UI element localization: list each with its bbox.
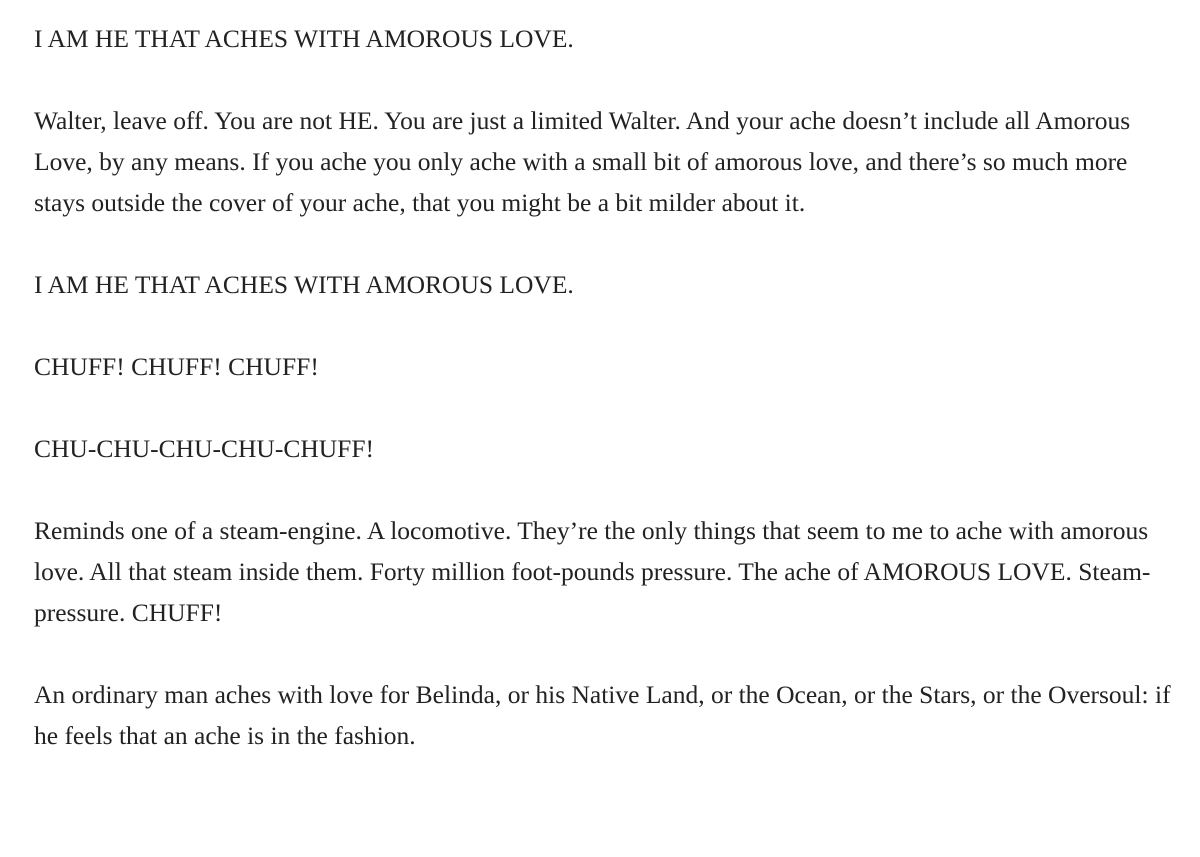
paragraph-1: I AM HE THAT ACHES WITH AMOROUS LOVE. (34, 24, 574, 53)
paragraph-6: Reminds one of a steam-engine. A locomotive. They’re the only things that seem to me to ache with amorous love. All that steam inside them. Forty million foot-pounds pressure. The ache of AMOROUS LOVE. Steam-pressure. CHUFF! (34, 516, 1151, 627)
paragraph-3: I AM HE THAT ACHES WITH AMOROUS LOVE. (34, 270, 574, 299)
paragraph-7: An ordinary man aches with love for Belinda, or his Native Land, or the Ocean, or the Stars, or the Oversoul: if he feels that an ache is in the fashion. (34, 680, 1171, 750)
paragraph-2: Walter, leave off. You are not HE. You are just a limited Walter. And your ache doesn’t include all Amorous Love, by any means. If you ache you only ache with a small bit of amorous love, and there’s so much more stays outside the cover of your ache, that you might be a bit milder about it. (34, 106, 1131, 217)
paragraph-4: CHUFF! CHUFF! CHUFF! (34, 352, 319, 381)
paragraph-5: CHU-CHU-CHU-CHU-CHUFF! (34, 434, 375, 463)
